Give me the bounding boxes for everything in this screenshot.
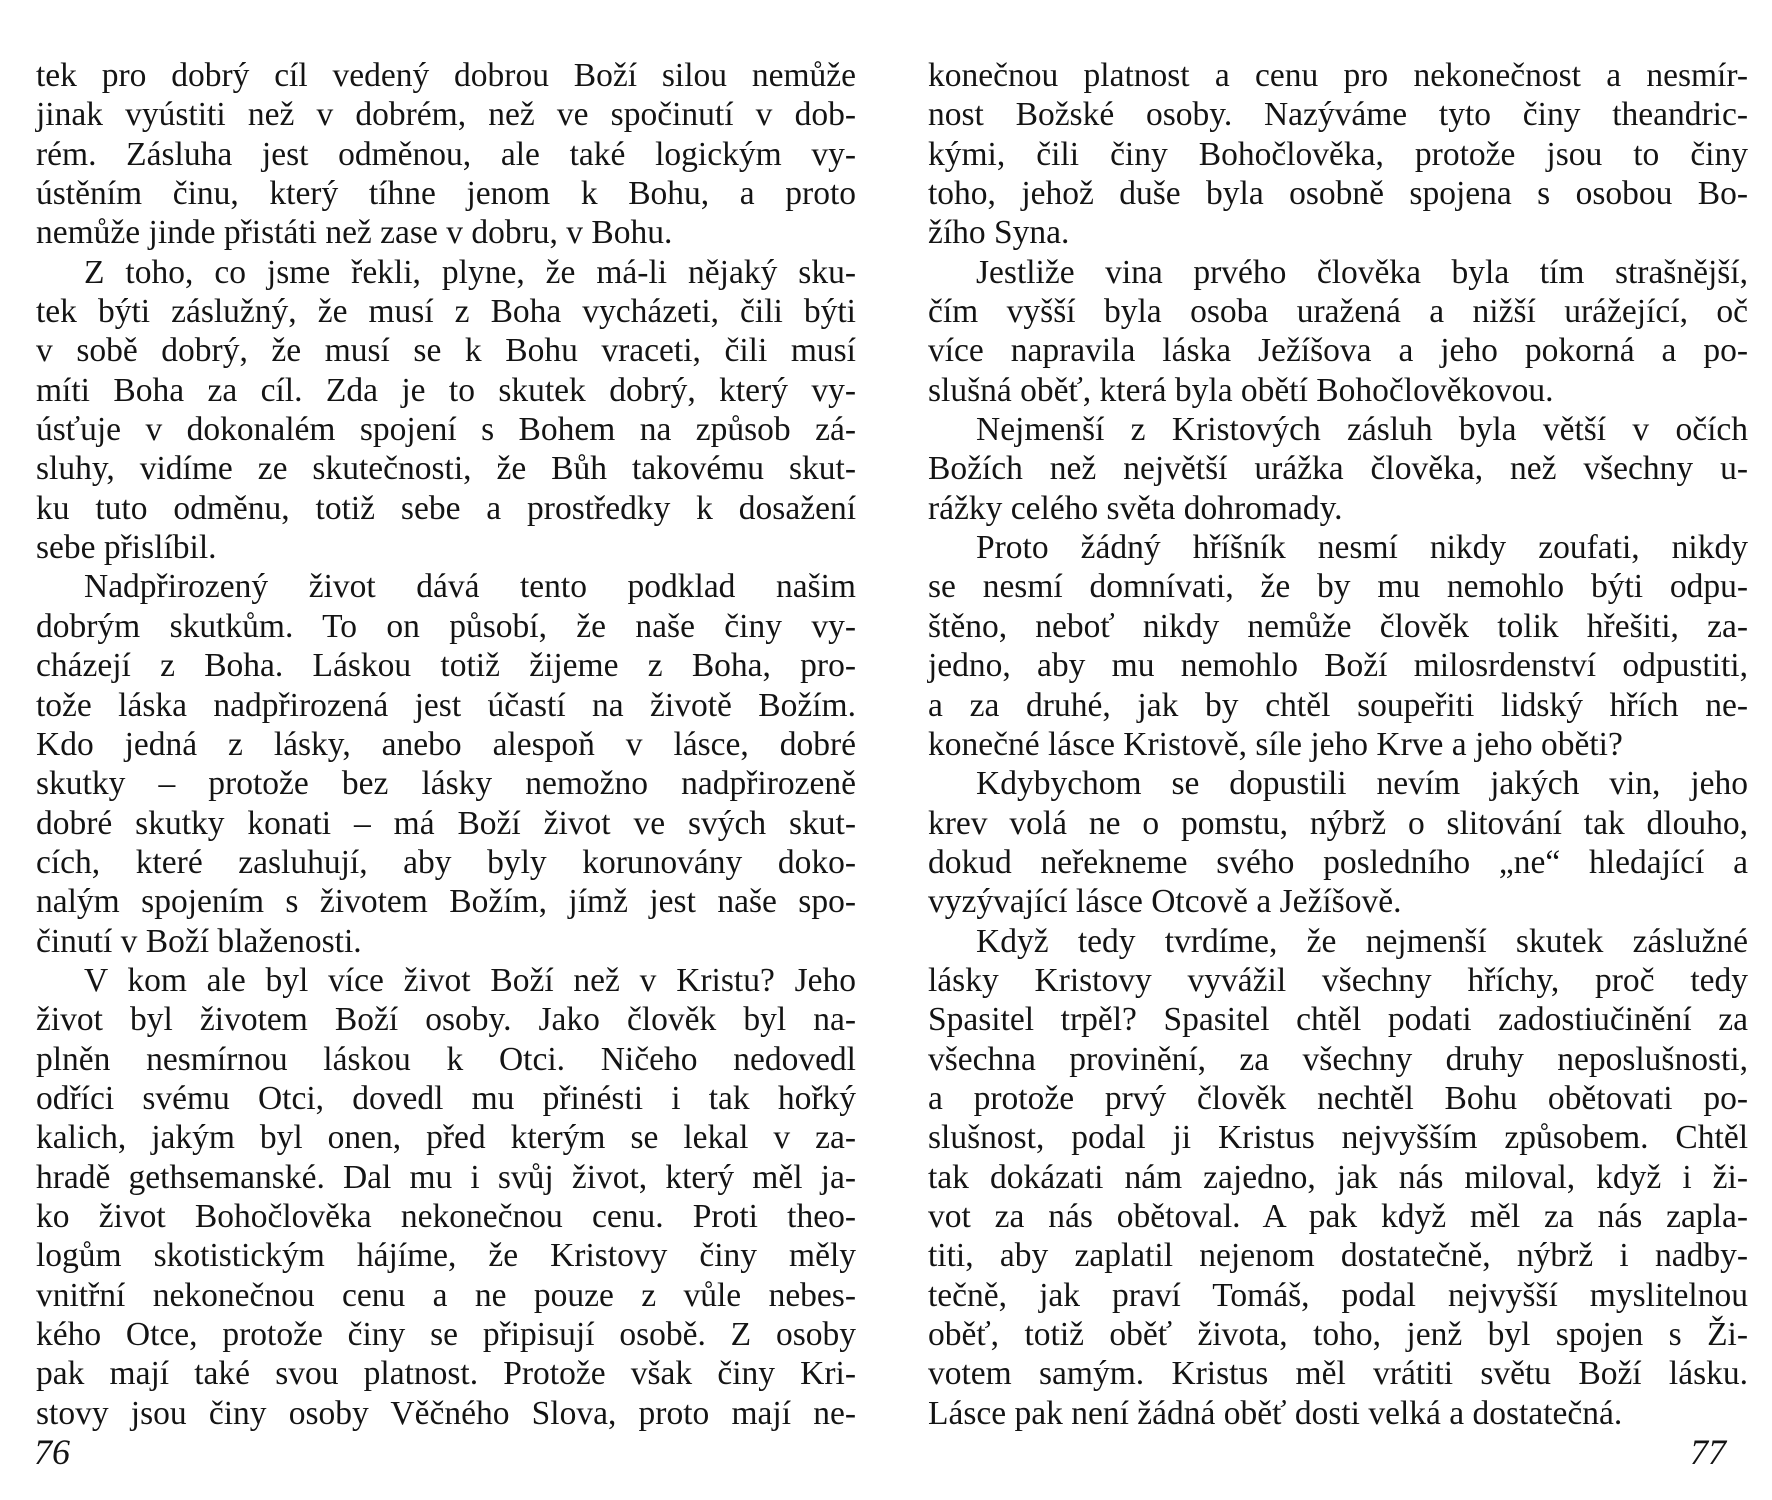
- text-line: tak dokázati nám zajedno, jak nás miloval, když i ži-: [928, 1158, 1748, 1196]
- text-line: tečně, jak praví Tomáš, podal nejvyšší myslitelnou: [928, 1276, 1748, 1314]
- text-line: sluhy, vidíme ze skutečnosti, že Bůh takovému skut-: [36, 450, 856, 488]
- text-line: oběť, totiž oběť života, toho, jenž byl spojen s Ži-: [928, 1316, 1748, 1353]
- text-line: stovy jsou činy osoby Věčného Slova, proto mají ne-: [36, 1394, 856, 1432]
- text-line: hradě gethsemanské. Dal mu i svůj život, který měl ja-: [36, 1158, 856, 1196]
- text-line: sebe přislíbil.: [36, 529, 217, 567]
- text-line: život byl životem Boží osoby. Jako člověk byl na-: [36, 1001, 856, 1039]
- text-line: kého Otce, protože činy se připisují osobě. Z osoby: [36, 1316, 856, 1353]
- text-line: slušnost, podal ji Kristus nejvyšším způsobem. Chtěl: [928, 1119, 1748, 1157]
- text-line: štěno, neboť nikdy nemůže člověk tolik hřešiti, za-: [928, 607, 1748, 645]
- text-line: čím vyšší byla osoba uražená a nižší urážející, oč: [928, 293, 1748, 331]
- text-line: kými, čili činy Bohočlověka, protože jsou to činy: [928, 135, 1748, 173]
- text-line: jedno, aby mu nemohlo Boží milosrdenství odpustiti,: [928, 647, 1748, 685]
- text-line: dokud neřekneme svého posledního „ne“ hledající a: [928, 843, 1748, 881]
- text-line: žího Syna.: [928, 214, 1070, 252]
- text-line: dobré skutky konati – má Boží život ve svých skut-: [36, 804, 856, 842]
- page-number-right: 77: [1690, 1432, 1726, 1472]
- text-line: Nejmenší z Kristových zásluh byla větší v očích: [976, 411, 1748, 449]
- text-line: nost Božské osoby. Nazýváme tyto činy theandric-: [928, 96, 1748, 134]
- text-line: ko život Bohočlověka nekonečnou cenu. Proti theo-: [36, 1197, 856, 1235]
- text-line: pak mají také svou platnost. Protože však činy Kri-: [36, 1355, 856, 1393]
- text-line: všechna provinění, za všechny druhy neposlušnosti,: [928, 1040, 1748, 1078]
- text-line: a protože prvý člověk nechtěl Bohu obětovati po-: [928, 1079, 1748, 1117]
- text-line: lásky Kristovy vyvážil všechny hříchy, proč tedy: [928, 961, 1748, 999]
- text-line: vnitřní nekonečnou cenu a ne pouze z vůle nebes-: [36, 1276, 856, 1314]
- text-line: více napravila láska Ježíšova a jeho pokorná a po-: [928, 332, 1748, 370]
- text-line: Spasitel trpěl? Spasitel chtěl podati zadostiučinění za: [928, 1001, 1748, 1039]
- text-line: plněn nesmírnou láskou k Otci. Ničeho nedovedl: [36, 1040, 856, 1078]
- text-line: Lásce pak není žádná oběť dosti velká a dostatečná.: [928, 1394, 1623, 1432]
- text-line: ústěním činu, který tíhne jenom k Bohu, a proto: [36, 175, 856, 213]
- text-line: a za druhé, jak by chtěl soupeřiti lidský hřích ne-: [928, 686, 1748, 724]
- text-line: tože láska nadpřirozená jest účastí na životě Božím.: [36, 686, 856, 724]
- text-line: konečné lásce Kristově, síle jeho Krve a jeho oběti?: [928, 725, 1623, 763]
- text-line: tek býti záslužný, že musí z Boha vycházeti, čili býti: [36, 293, 856, 331]
- text-line: úsťuje v dokonalém spojení s Bohem na způsob zá-: [36, 411, 856, 449]
- text-line: Nadpřirozený život dává tento podklad našim: [84, 568, 856, 606]
- text-line: Když tedy tvrdíme, že nejmenší skutek záslužné: [976, 922, 1748, 960]
- text-line: skutky – protože bez lásky nemožno nadpřirozeně: [36, 765, 856, 803]
- text-line: toho, jehož duše byla osobně spojena s osobou Bo-: [928, 175, 1748, 213]
- text-line: vyzývající lásce Otcově a Ježíšově.: [928, 883, 1402, 921]
- text-line: Jestliže vina prvého člověka byla tím strašnější,: [976, 253, 1748, 291]
- text-line: krev volá ne o pomstu, nýbrž o slitování tak dlouho,: [928, 804, 1748, 842]
- text-line: vot za nás obětoval. A pak když měl za nás zapla-: [928, 1197, 1748, 1235]
- text-line: ku tuto odměnu, totiž sebe a prostředky k dosažení: [36, 489, 856, 527]
- text-line: nemůže jinde přistáti než zase v dobru, v Bohu.: [36, 214, 673, 252]
- text-line: se nesmí domnívati, že by mu nemohlo býti odpu-: [928, 568, 1748, 606]
- text-line: činutí v Boží blaženosti.: [36, 922, 362, 960]
- text-line: slušná oběť, která byla obětí Bohočlověkovou.: [928, 371, 1554, 409]
- text-line: V kom ale byl více život Boží než v Kristu? Jeho: [84, 961, 856, 999]
- text-line: odříci svému Otci, dovedl mu přinésti i tak hořký: [36, 1079, 856, 1117]
- text-line: konečnou platnost a cenu pro nekonečnost a nesmír-: [928, 57, 1748, 94]
- text-line: jinak vyústiti než v dobrém, než ve spočinutí v dob-: [36, 96, 856, 134]
- text-line: votem samým. Kristus měl vrátiti světu Boží lásku.: [928, 1355, 1748, 1393]
- text-line: rém. Zásluha jest odměnou, ale také logickým vy-: [36, 135, 856, 173]
- text-line: rážky celého světa dohromady.: [928, 489, 1343, 527]
- text-line: titi, aby zaplatil nejenom dostatečně, nýbrž i nadby-: [928, 1237, 1748, 1275]
- text-line: Proto žádný hříšník nesmí nikdy zoufati, nikdy: [976, 529, 1748, 567]
- text-line: v sobě dobrý, že musí se k Bohu vraceti, čili musí: [36, 332, 856, 370]
- page-number-left: 76: [34, 1432, 70, 1472]
- text-line: kalich, jakým byl onen, před kterým se lekal v za-: [36, 1119, 856, 1157]
- right-page-text: [928, 56, 1748, 1433]
- text-line: logům skotistickým hájíme, že Kristovy činy měly: [36, 1237, 856, 1275]
- text-line: Božích než největší urážka člověka, než všechny u-: [928, 450, 1748, 488]
- text-line: míti Boha za cíl. Zda je to skutek dobrý, který vy-: [36, 371, 856, 409]
- text-line: cích, které zasluhují, aby byly korunovány doko-: [36, 843, 856, 881]
- text-line: Z toho, co jsme řekli, plyne, že má-li nějaký sku-: [84, 253, 856, 291]
- text-line: Kdo jedná z lásky, anebo alespoň v lásce, dobré: [36, 725, 856, 763]
- text-line: Kdybychom se dopustili nevím jakých vin, jeho: [976, 765, 1748, 803]
- text-line: dobrým skutkům. To on působí, že naše činy vy-: [36, 607, 856, 645]
- text-line: cházejí z Boha. Láskou totiž žijeme z Boha, pro-: [36, 647, 856, 685]
- text-line: nalým spojením s životem Božím, jímž jest naše spo-: [36, 883, 856, 921]
- text-line: tek pro dobrý cíl vedený dobrou Boží silou nemůže: [36, 57, 856, 94]
- left-page-text: [36, 56, 856, 1433]
